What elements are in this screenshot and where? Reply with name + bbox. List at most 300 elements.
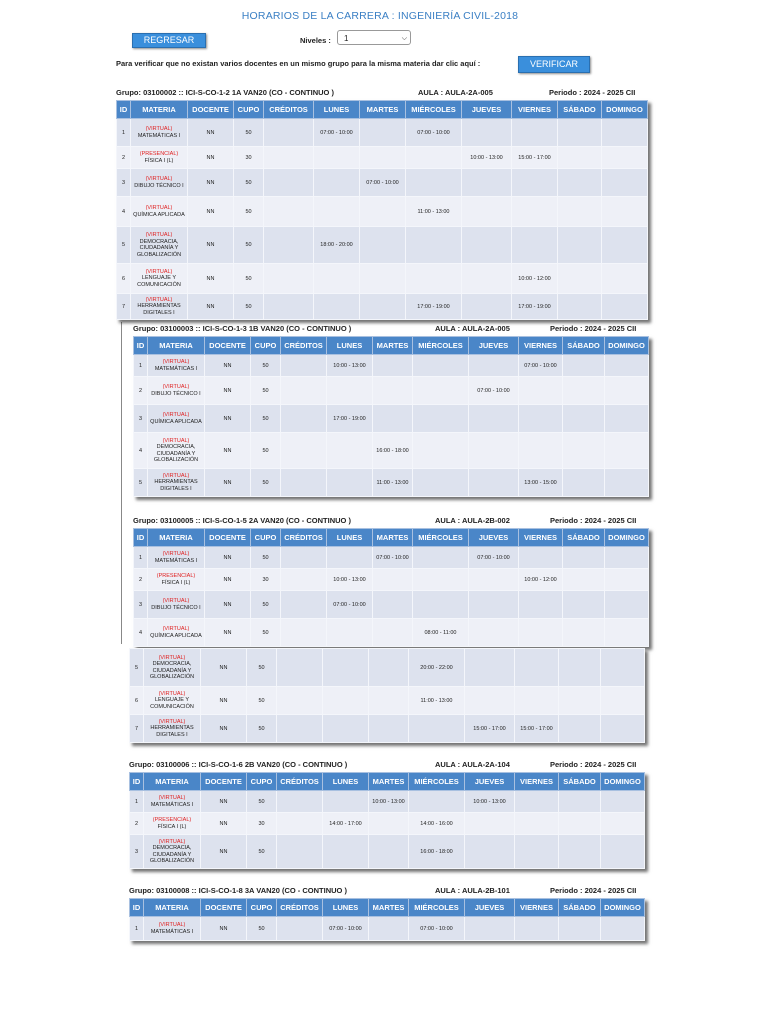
docente-cell: NN [205, 355, 251, 377]
group-aula: AULA : AULA-2B-101 [435, 886, 510, 895]
creditos-cell [281, 377, 327, 405]
sabado-cell [558, 264, 602, 294]
miercoles-cell [406, 147, 462, 169]
subject-name: DIBUJO TÉCNICO I [134, 182, 184, 189]
lunes-cell: 07:00 - 10:00 [327, 591, 373, 619]
martes-cell [369, 813, 409, 835]
creditos-cell [264, 197, 314, 227]
creditos-cell [281, 355, 327, 377]
row-id: 3 [134, 591, 148, 619]
schedule-table [129, 648, 645, 743]
subject-modality: (VIRTUAL) [145, 296, 173, 303]
niveles-label: Niveles : [300, 36, 331, 45]
schedule-table [133, 528, 649, 647]
miercoles-cell: 11:00 - 13:00 [409, 687, 465, 715]
niveles-selected-value: 1 [344, 34, 349, 43]
subject-name: HERRAMIENTAS DIGITALES I [150, 725, 194, 738]
table-header-row [130, 899, 645, 917]
domingo-cell [601, 687, 645, 715]
jueves-cell [469, 405, 519, 433]
cupo-cell: 50 [247, 649, 277, 687]
subject-cell [144, 917, 201, 941]
column-header: DOMINGO [605, 529, 649, 547]
lunes-cell [323, 687, 369, 715]
subject-modality: (VIRTUAL) [145, 268, 173, 275]
column-header: SÁBADO [559, 773, 601, 791]
miercoles-cell [413, 433, 469, 469]
domingo-cell [601, 813, 645, 835]
miercoles-cell: 16:00 - 18:00 [409, 835, 465, 869]
domingo-cell [605, 619, 649, 647]
subject-modality: (VIRTUAL) [145, 126, 173, 132]
schedule-table [129, 898, 645, 941]
subject-name: FÍSICA I (L) [157, 823, 187, 830]
lunes-cell [327, 547, 373, 569]
subject-modality: (VIRTUAL) [158, 922, 186, 928]
row-id: 3 [130, 835, 144, 869]
group-name: Grupo: 03100006 :: ICI-S-CO-1-6 2B VAN20 (CO - CONTINUO ) [129, 760, 348, 769]
viernes-cell [519, 433, 563, 469]
creditos-cell [277, 791, 323, 813]
jueves-cell: 10:00 - 13:00 [462, 147, 512, 169]
docente-cell: NN [201, 649, 247, 687]
column-header: DOCENTE [205, 337, 251, 355]
domingo-cell [602, 197, 648, 227]
domingo-cell [605, 591, 649, 619]
chevron-down-icon: ⌵ [401, 35, 407, 42]
column-header: MATERIA [148, 337, 205, 355]
viernes-cell [515, 813, 559, 835]
column-header: ID [117, 101, 131, 119]
docente-cell: NN [205, 433, 251, 469]
row-id: 3 [117, 169, 131, 197]
creditos-cell [277, 813, 323, 835]
martes-cell [373, 569, 413, 591]
domingo-cell [605, 377, 649, 405]
schedule-group [129, 760, 645, 869]
domingo-cell [601, 835, 645, 869]
sabado-cell [559, 715, 601, 743]
subject-modality: (VIRTUAL) [162, 598, 190, 604]
subject-cell [148, 591, 205, 619]
subject-modality: (PRESENCIAL) [139, 151, 179, 157]
column-header: ID [130, 773, 144, 791]
jueves-cell [462, 197, 512, 227]
group-name: Grupo: 03100008 :: ICI-S-CO-1-8 3A VAN20 (CO - CONTINUO ) [129, 886, 347, 895]
jueves-cell [462, 169, 512, 197]
row-id: 5 [130, 649, 144, 687]
subject-name: LENGUAJE Y COMUNICACIÓN [137, 275, 181, 288]
table-row [130, 917, 645, 941]
schedule-table [129, 772, 645, 869]
docente-cell: NN [205, 469, 251, 497]
miercoles-cell [413, 355, 469, 377]
table-header-row [134, 337, 649, 355]
lunes-cell: 17:00 - 19:00 [327, 405, 373, 433]
column-header: DOCENTE [201, 773, 247, 791]
regresar-button[interactable]: REGRESAR [132, 33, 206, 48]
creditos-cell [264, 264, 314, 294]
martes-cell: 10:00 - 13:00 [369, 791, 409, 813]
creditos-cell [277, 649, 323, 687]
domingo-cell [605, 569, 649, 591]
subject-modality: (VIRTUAL) [162, 384, 190, 390]
table-row [134, 433, 649, 469]
docente-cell: NN [201, 791, 247, 813]
creditos-cell [264, 169, 314, 197]
martes-cell [360, 264, 406, 294]
creditos-cell [277, 687, 323, 715]
column-header: DOMINGO [602, 101, 648, 119]
jueves-cell [469, 569, 519, 591]
row-id: 1 [130, 917, 144, 941]
column-header: DOMINGO [601, 899, 645, 917]
row-id: 5 [134, 469, 148, 497]
jueves-cell [462, 264, 512, 294]
cupo-cell: 50 [234, 197, 264, 227]
table-row [117, 264, 648, 294]
lunes-cell [327, 619, 373, 647]
sabado-cell [563, 405, 605, 433]
subject-cell [144, 649, 201, 687]
group-aula: AULA : AULA-2A-005 [435, 324, 510, 333]
row-id: 1 [134, 547, 148, 569]
cupo-cell: 50 [247, 687, 277, 715]
docente-cell: NN [205, 547, 251, 569]
martes-cell [369, 687, 409, 715]
column-header: LUNES [323, 899, 369, 917]
column-header: CUPO [251, 529, 281, 547]
jueves-cell [469, 433, 519, 469]
subject-name: FÍSICA I (L) [144, 157, 174, 164]
cupo-cell: 50 [251, 469, 281, 497]
domingo-cell [601, 917, 645, 941]
sabado-cell [563, 433, 605, 469]
viernes-cell [519, 547, 563, 569]
row-id: 1 [134, 355, 148, 377]
table-row [130, 835, 645, 869]
subject-modality: (VIRTUAL) [158, 654, 186, 661]
docente-cell: NN [188, 119, 234, 147]
table-row [134, 569, 649, 591]
viernes-cell [512, 169, 558, 197]
cupo-cell: 50 [247, 791, 277, 813]
sabado-cell [559, 917, 601, 941]
column-header: ID [134, 337, 148, 355]
column-header: CRÉDITOS [281, 529, 327, 547]
cupo-cell: 50 [234, 294, 264, 320]
subject-name: FÍSICA I (L) [161, 579, 191, 586]
docente-cell: NN [205, 591, 251, 619]
table-row [117, 197, 648, 227]
cupo-cell: 50 [234, 169, 264, 197]
column-header: MATERIA [131, 101, 188, 119]
sabado-cell [563, 569, 605, 591]
subject-name: MATEMÁTICAS I [150, 801, 194, 808]
lunes-cell [327, 433, 373, 469]
subject-cell [148, 569, 205, 591]
column-header: MARTES [369, 773, 409, 791]
sabado-cell [559, 813, 601, 835]
column-header: JUEVES [465, 899, 515, 917]
subject-cell [131, 294, 188, 320]
sabado-cell [563, 355, 605, 377]
column-header: DOCENTE [205, 529, 251, 547]
viernes-cell [515, 649, 559, 687]
viernes-cell: 07:00 - 10:00 [519, 355, 563, 377]
column-header: MATERIA [148, 529, 205, 547]
viernes-cell [519, 591, 563, 619]
docente-cell: NN [205, 619, 251, 647]
cupo-cell: 50 [251, 355, 281, 377]
creditos-cell [264, 294, 314, 320]
group-aula: AULA : AULA-2A-005 [418, 88, 493, 97]
subject-modality: (VIRTUAL) [145, 176, 173, 182]
column-header: VIERNES [512, 101, 558, 119]
martes-cell [360, 227, 406, 264]
row-id: 6 [130, 687, 144, 715]
domingo-cell [605, 355, 649, 377]
lunes-cell [323, 715, 369, 743]
subject-cell [148, 469, 205, 497]
jueves-cell [465, 649, 515, 687]
subject-cell [144, 835, 201, 869]
miercoles-cell: 20:00 - 22:00 [409, 649, 465, 687]
verificar-button[interactable]: VERIFICAR [518, 56, 590, 73]
column-header: MIÉRCOLES [406, 101, 462, 119]
domingo-cell [602, 147, 648, 169]
subject-modality: (VIRTUAL) [162, 412, 190, 418]
miercoles-cell [406, 227, 462, 264]
group-periodo: Periodo : 2024 - 2025 CII [550, 324, 637, 333]
sabado-cell [559, 835, 601, 869]
subject-modality: (VIRTUAL) [162, 359, 190, 365]
table-header-row [134, 529, 649, 547]
miercoles-cell [413, 469, 469, 497]
viernes-cell [512, 119, 558, 147]
subject-cell [131, 169, 188, 197]
subject-name: HERRAMIENTAS DIGITALES I [137, 303, 181, 316]
schedule-group [129, 648, 645, 743]
subject-modality: (VIRTUAL) [145, 205, 173, 211]
column-header: VIERNES [515, 773, 559, 791]
column-header: SÁBADO [563, 337, 605, 355]
miercoles-cell [409, 791, 465, 813]
martes-cell [369, 917, 409, 941]
domingo-cell [601, 715, 645, 743]
subject-name: DEMOCRACIA, CIUDADANÍA Y GLOBALIZACIÓN [136, 238, 182, 258]
column-header: SÁBADO [559, 899, 601, 917]
domingo-cell [602, 264, 648, 294]
jueves-cell [469, 469, 519, 497]
sabado-cell [558, 197, 602, 227]
cupo-cell: 50 [234, 264, 264, 294]
row-id: 7 [130, 715, 144, 743]
creditos-cell [277, 715, 323, 743]
table-row [130, 813, 645, 835]
martes-cell [369, 835, 409, 869]
lunes-cell [314, 264, 360, 294]
jueves-cell: 15:00 - 17:00 [465, 715, 515, 743]
docente-cell: NN [188, 264, 234, 294]
table-row [134, 619, 649, 647]
table-row [117, 227, 648, 264]
subject-cell [148, 355, 205, 377]
martes-cell: 11:00 - 13:00 [373, 469, 413, 497]
column-header: MIÉRCOLES [409, 773, 465, 791]
lunes-cell [327, 377, 373, 405]
table-row [134, 377, 649, 405]
creditos-cell [277, 835, 323, 869]
docente-cell: NN [205, 377, 251, 405]
jueves-cell: 10:00 - 13:00 [465, 791, 515, 813]
column-header: VIERNES [519, 337, 563, 355]
martes-cell: 07:00 - 10:00 [360, 169, 406, 197]
subject-modality: (VIRTUAL) [158, 838, 186, 845]
row-id: 7 [117, 294, 131, 320]
subject-modality: (VIRTUAL) [158, 795, 186, 801]
docente-cell: NN [205, 405, 251, 433]
subject-cell [144, 687, 201, 715]
sabado-cell [559, 687, 601, 715]
column-header: MIÉRCOLES [409, 899, 465, 917]
subject-cell [148, 547, 205, 569]
row-id: 2 [134, 569, 148, 591]
jueves-cell [469, 355, 519, 377]
jueves-cell [462, 227, 512, 264]
schedule-group [116, 88, 648, 320]
column-header: LUNES [327, 529, 373, 547]
lunes-cell [323, 835, 369, 869]
table-header-row [130, 773, 645, 791]
row-id: 1 [117, 119, 131, 147]
group-name: Grupo: 03100003 :: ICI-S-CO-1-3 1B VAN20 (CO - CONTINUO ) [133, 324, 352, 333]
subject-modality: (VIRTUAL) [162, 626, 190, 632]
column-header: MIÉRCOLES [413, 337, 469, 355]
group-aula: AULA : AULA-2A-104 [435, 760, 510, 769]
jueves-cell [462, 119, 512, 147]
docente-cell: NN [201, 687, 247, 715]
miercoles-cell: 17:00 - 19:00 [406, 294, 462, 320]
row-id: 2 [130, 813, 144, 835]
column-header: CUPO [247, 773, 277, 791]
table-row [134, 591, 649, 619]
column-header: JUEVES [469, 337, 519, 355]
table-row [134, 405, 649, 433]
cupo-cell: 50 [247, 835, 277, 869]
table-header-row [117, 101, 648, 119]
miercoles-cell: 14:00 - 16:00 [409, 813, 465, 835]
column-header: LUNES [323, 773, 369, 791]
subject-modality: (PRESENCIAL) [156, 573, 196, 579]
jueves-cell [469, 619, 519, 647]
sabado-cell [563, 591, 605, 619]
creditos-cell [281, 547, 327, 569]
subject-cell [148, 433, 205, 469]
creditos-cell [281, 405, 327, 433]
domingo-cell [601, 649, 645, 687]
sabado-cell [558, 147, 602, 169]
niveles-select[interactable] [337, 30, 411, 45]
table-row [130, 791, 645, 813]
viernes-cell [519, 405, 563, 433]
column-header: DOCENTE [188, 101, 234, 119]
group-header [116, 88, 648, 100]
jueves-cell [465, 813, 515, 835]
subject-modality: (VIRTUAL) [162, 437, 190, 444]
lunes-cell [327, 469, 373, 497]
column-header: JUEVES [469, 529, 519, 547]
column-header: LUNES [314, 101, 360, 119]
docente-cell: NN [188, 227, 234, 264]
creditos-cell [281, 469, 327, 497]
column-header: JUEVES [462, 101, 512, 119]
martes-cell [360, 119, 406, 147]
cupo-cell: 50 [251, 547, 281, 569]
docente-cell: NN [188, 197, 234, 227]
subject-cell [144, 715, 201, 743]
viernes-cell: 15:00 - 17:00 [512, 147, 558, 169]
table-row [117, 119, 648, 147]
cupo-cell: 30 [251, 569, 281, 591]
viernes-cell: 17:00 - 19:00 [512, 294, 558, 320]
sabado-cell [559, 649, 601, 687]
table-row [130, 715, 645, 743]
group-header [133, 516, 649, 528]
sabado-cell [563, 377, 605, 405]
column-header: DOCENTE [201, 899, 247, 917]
group-header [133, 324, 649, 336]
miercoles-cell [413, 547, 469, 569]
lunes-cell [314, 147, 360, 169]
martes-cell [373, 377, 413, 405]
subject-cell [148, 619, 205, 647]
miercoles-cell: 11:00 - 13:00 [406, 197, 462, 227]
viernes-cell [519, 619, 563, 647]
subject-name: LENGUAJE Y COMUNICACIÓN [150, 697, 194, 710]
row-id: 4 [134, 619, 148, 647]
group-header [129, 760, 645, 772]
creditos-cell [281, 619, 327, 647]
subject-name: MATEMÁTICAS I [137, 132, 181, 139]
viernes-cell: 10:00 - 12:00 [512, 264, 558, 294]
page-title: HORARIOS DE LA CARRERA : INGENIERÍA CIVIL-2018 [241, 10, 519, 22]
miercoles-cell: 07:00 - 10:00 [409, 917, 465, 941]
nested-group-border [121, 322, 122, 644]
martes-cell [369, 715, 409, 743]
subject-cell [148, 405, 205, 433]
schedule-table [116, 100, 648, 320]
column-header: CUPO [251, 337, 281, 355]
docente-cell: NN [201, 715, 247, 743]
group-periodo: Periodo : 2024 - 2025 CII [549, 88, 636, 97]
column-header: JUEVES [465, 773, 515, 791]
column-header: CUPO [247, 899, 277, 917]
column-header: CRÉDITOS [277, 899, 323, 917]
table-row [134, 469, 649, 497]
column-header: CRÉDITOS [264, 101, 314, 119]
sabado-cell [558, 119, 602, 147]
schedule-group [129, 886, 645, 941]
domingo-cell [602, 227, 648, 264]
martes-cell [360, 294, 406, 320]
cupo-cell: 50 [251, 433, 281, 469]
table-row [134, 547, 649, 569]
domingo-cell [602, 294, 648, 320]
subject-name: HERRAMIENTAS DIGITALES I [154, 479, 198, 492]
lunes-cell [314, 169, 360, 197]
subject-name: DIBUJO TÉCNICO I [151, 604, 201, 611]
